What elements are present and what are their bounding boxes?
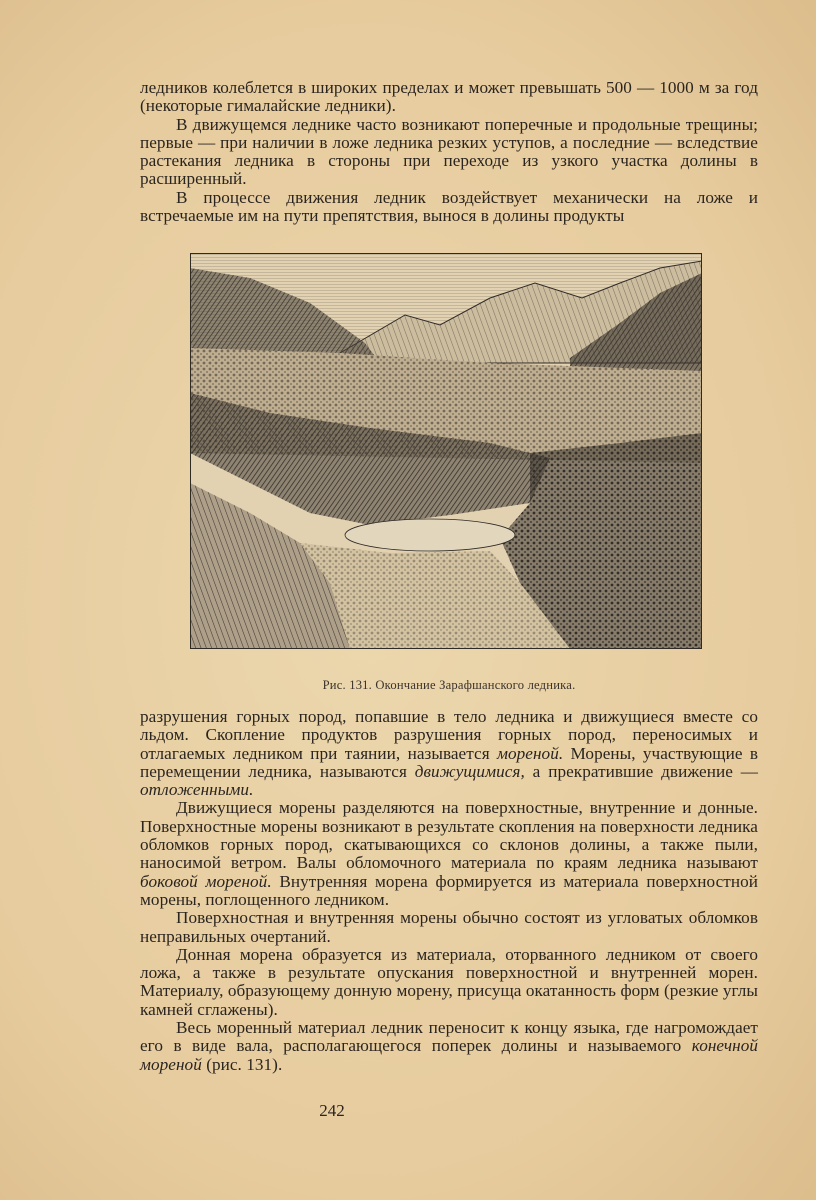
term-lateral-moraine: боковой мореной. <box>140 871 272 891</box>
paragraph <box>140 1019 758 1074</box>
paragraph <box>140 708 758 799</box>
paragraph <box>140 799 758 909</box>
term-moving: движущимися, <box>414 761 525 781</box>
bottom-text-block <box>140 708 758 1074</box>
figure-caption: Рис. 131. Окончание Зарафшанского ледника. <box>322 678 576 692</box>
text-run: Весь моренный материал ледник переносит к концу языка, где нагромождает его в виде вала, располагающегося поперек долины и называемого <box>140 1018 758 1056</box>
text-run: разрушения горных пород, попавшие в тело ледника и движущиеся вместе со льдом. Скопление продуктов разрушения горных пород, переносимых и отлагаемых ледником при таянии, называется <box>140 707 758 763</box>
paragraph: ледников колеблется в широких пределах и может превышать 500 — 1000 м за год (некоторые гималайские ледники). <box>140 78 758 116</box>
text-run: (рис. 131). <box>201 1054 283 1074</box>
top-text-block <box>140 79 758 225</box>
text-run: Внутренняя морена формируется из материала поверхностной морены, поглощенного ледником. <box>140 871 758 909</box>
term-deposited: отложенными. <box>140 780 254 800</box>
zeravshan-glacier-engraving <box>190 253 702 649</box>
paragraph: Поверхностная и внутренняя морены обычно состоят из угловатых обломков неправильных очертаний. <box>140 908 758 946</box>
paragraph: В процессе движения ледник воздействует механически на ложе и встречаемые им на пути препятствия, вынося в долины продукты <box>140 187 758 226</box>
text-run: Морены, участвующие в перемещении ледника, называются <box>140 743 758 781</box>
paragraph: Донная морена образуется из материала, оторванного ледником от своего ложа, а также в результате опускания поверхностной и внутренней морен. Материалу, образующему донную морену, присуща окатанность форм (резкие углы камней сглажены). <box>140 944 758 1019</box>
text-run: Движущиеся морены разделяются на поверхностные, внутренние и донные. Поверхностные морены возникают в результате скопления на поверхности ледника обломков горных пород, скатывающихся со склонов долины, а также пыли, наносимой ветром. Валы обломочного материала по краям ледника называют <box>140 798 758 873</box>
paragraph: В движущемся леднике часто возникают поперечные и продольные трещины; первые — при наличии в ложе ледника резких уступов, а последние — вследствие растекания ледника в стороны при переходе из узкого участка долины в расширенный. <box>140 114 758 189</box>
term-moraine: мореной. <box>496 743 564 763</box>
page-number: 242 <box>319 1101 345 1120</box>
glacier-illustration <box>190 253 702 649</box>
term-terminal-moraine: конечной мореной <box>140 1036 758 1074</box>
text-run: а прекратившие движение — <box>524 761 759 781</box>
